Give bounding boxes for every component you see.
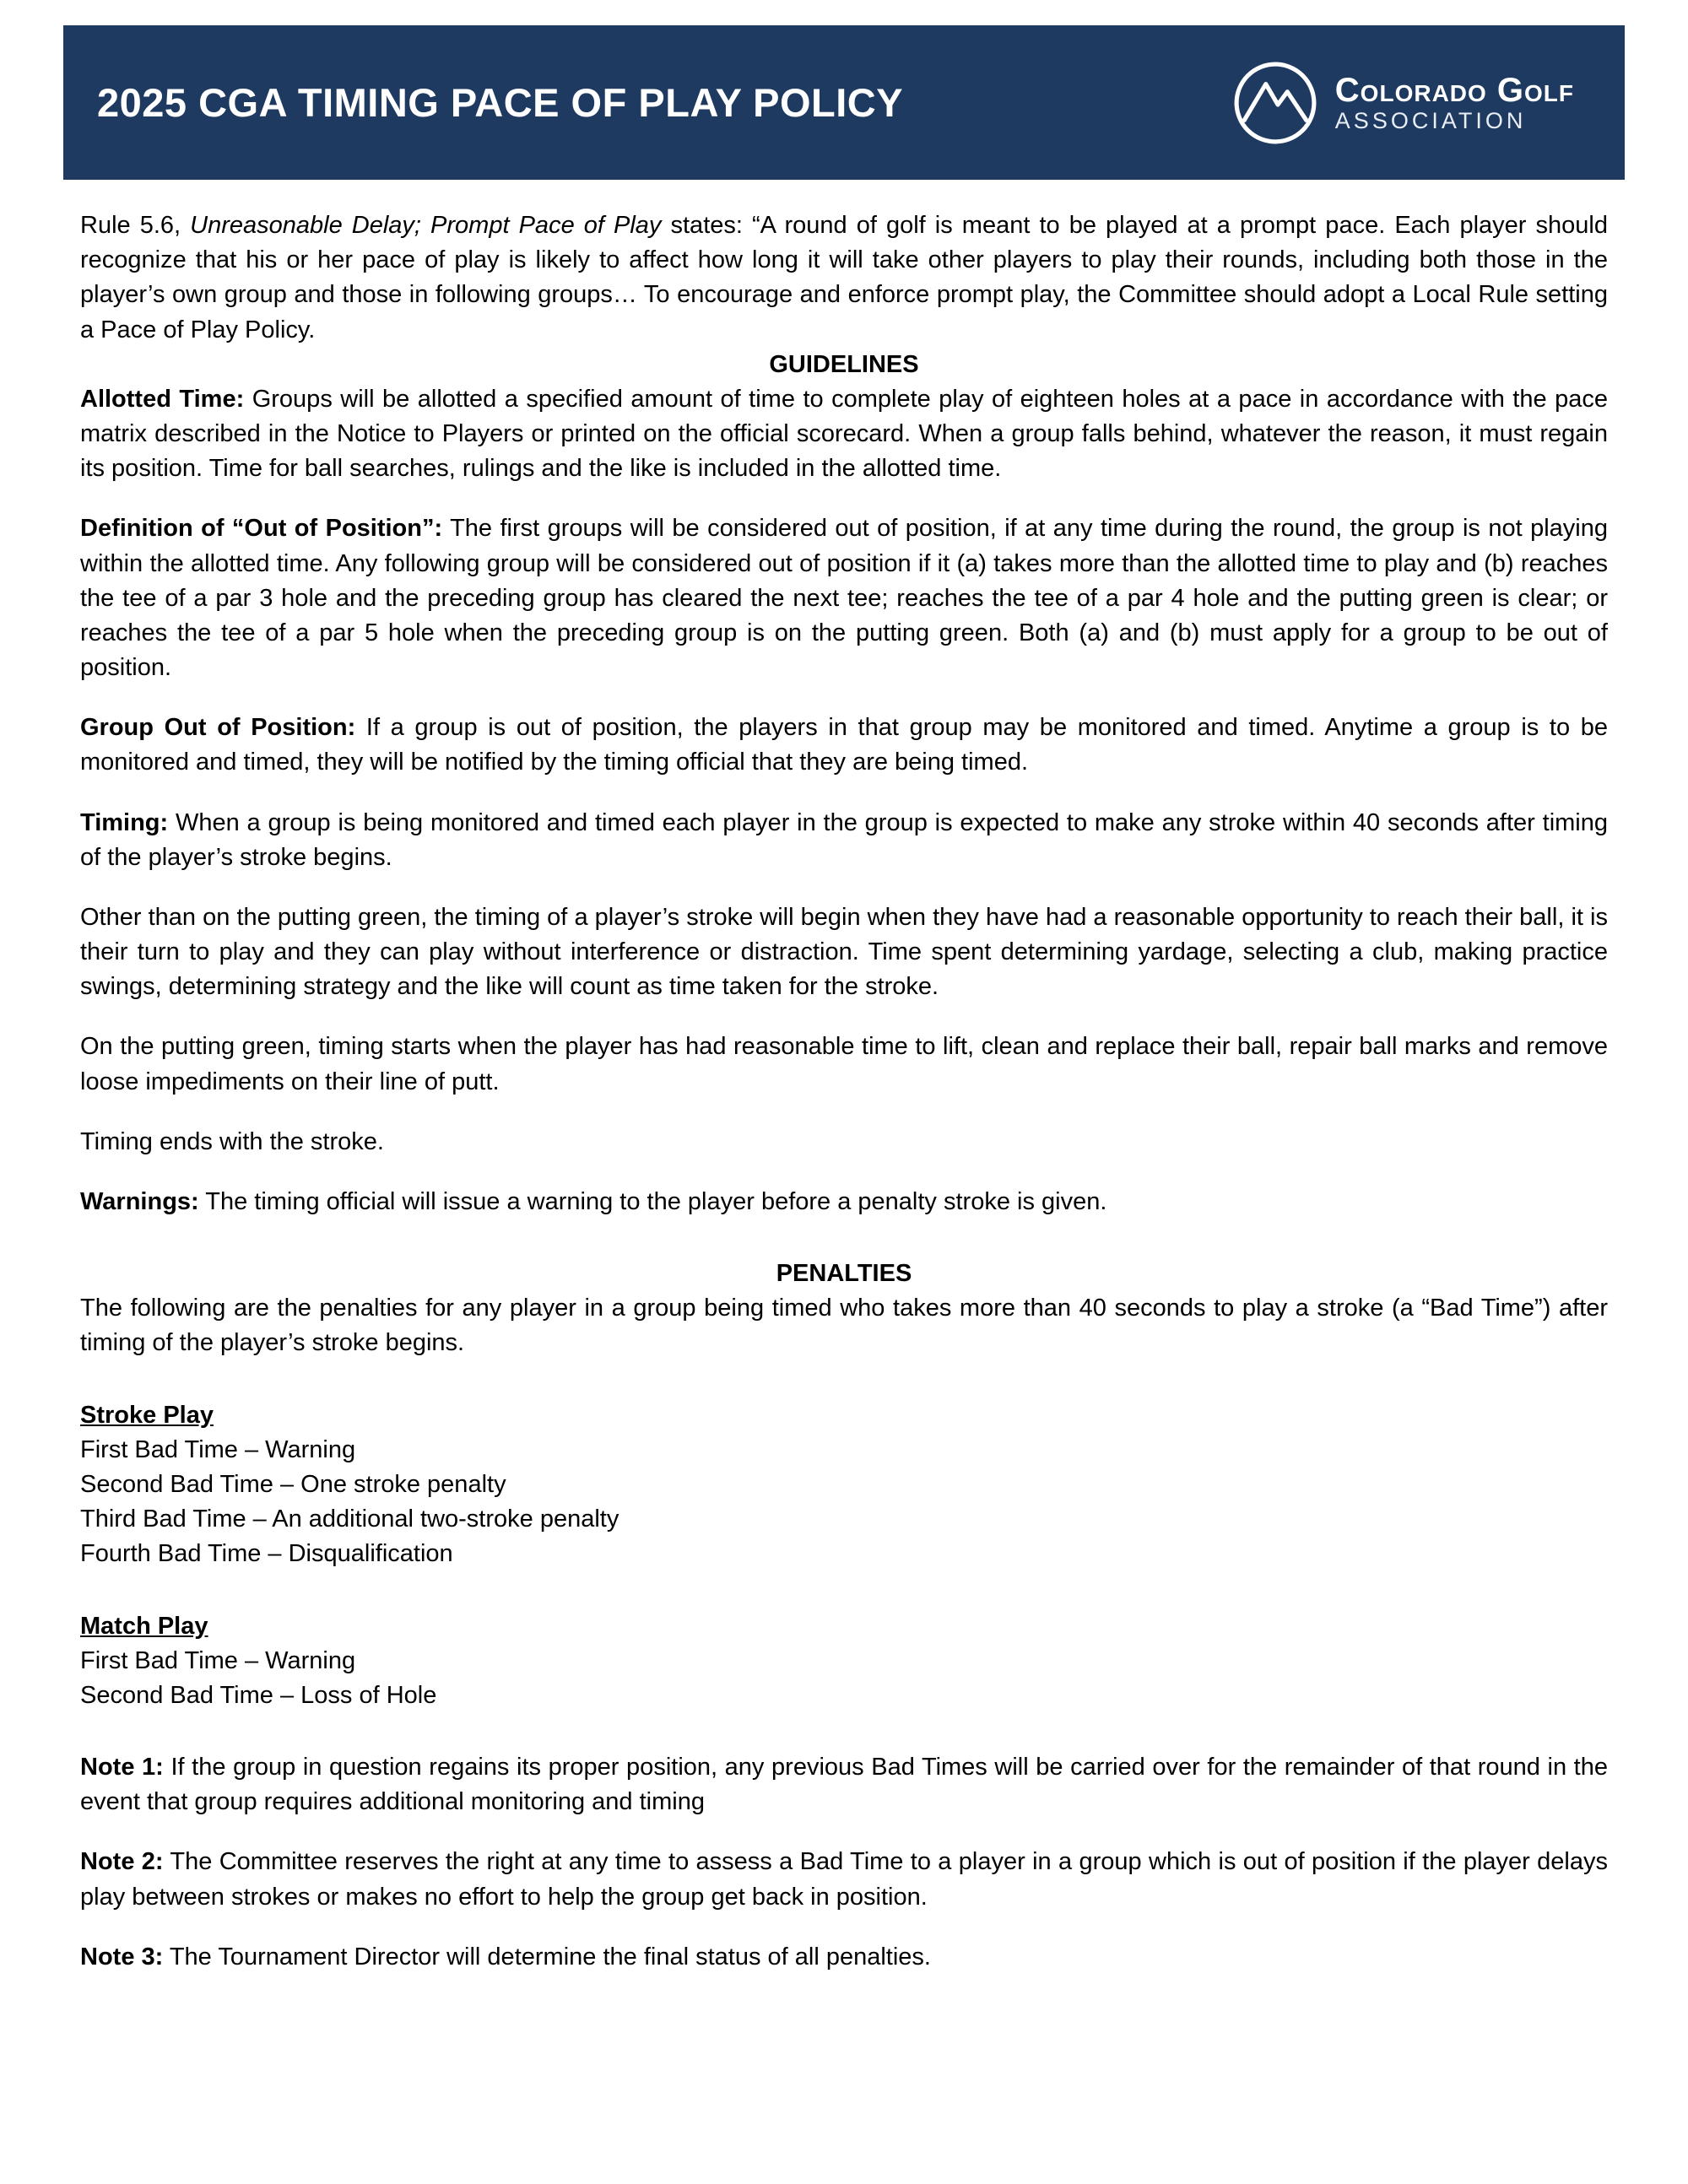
stroke-play-heading: Stroke Play: [80, 1401, 214, 1429]
group-out-of-position-paragraph: [80, 711, 1608, 780]
timing-ends-paragraph: [80, 1125, 1608, 1160]
note-lead: Note 2:: [80, 1848, 164, 1876]
logo-org-name: Colorado Golf: [1334, 71, 1574, 109]
stroke-play-item: Fourth Bad Time – Disqualification: [80, 1540, 453, 1568]
warnings-paragraph: [80, 1185, 1608, 1219]
note-lead: Note 3:: [80, 1943, 164, 1970]
logo-text: [1335, 72, 1574, 134]
stroke-play-item: First Bad Time – Warning: [80, 1435, 356, 1463]
timing-on-green-paragraph: [80, 1030, 1608, 1099]
intro-prefix: Rule 5.6,: [80, 212, 191, 239]
match-play-heading: Match Play: [80, 1612, 208, 1640]
intro-paragraph: [80, 208, 1608, 348]
note-2-paragraph: [80, 1845, 1608, 1914]
timing-paragraph: [80, 806, 1608, 875]
document-header: [63, 25, 1625, 180]
logo-org-subname: ASSOCIATION: [1334, 107, 1527, 133]
penalties-heading: PENALTIES: [776, 1260, 912, 1288]
paragraph-text: The first groups will be considered out of position, if at any time during the round, the group is not playing within the allotted time. Any following group will be considered out of position if it (a) takes more than the allotted time to play and (b) reaches the tee of a par 3 hole and the preceding group has cleared the next tee; reaches the tee of a par 4 hole and the putting green is clear; or reaches the tee of a par 5 hole when the preceding group is on the putting green. Both (a) and (b) must apply for a group to be out of position.: [80, 515, 1608, 682]
note-3-paragraph: [80, 1940, 1608, 1975]
stroke-play-item: Second Bad Time – One stroke penalty: [80, 1470, 506, 1498]
paragraph-text: On the putting green, timing starts when the player has had reasonable time to lift, clean and replace their ball, repair ball marks and remove loose impediments on their line of putt.: [80, 1033, 1608, 1095]
paragraph-lead: Group Out of Position:: [80, 714, 356, 742]
penalties-intro-paragraph: The following are the penalties for any player in a group being timed who takes more than 40 seconds to play a stroke (a “Bad Time”) after timing of the player’s stroke begins.: [80, 1295, 1608, 1357]
intro-rule-name: Unreasonable Delay; Prompt Pace of Play: [190, 212, 662, 239]
mountain-circle-icon: [1232, 60, 1318, 146]
note-1-paragraph: [80, 1750, 1608, 1819]
allotted-time-paragraph: [80, 382, 1608, 487]
match-play-item: First Bad Time – Warning: [80, 1646, 356, 1674]
match-play-item: Second Bad Time – Loss of Hole: [80, 1681, 437, 1709]
guidelines-heading: GUIDELINES: [769, 350, 919, 378]
paragraph-lead: Timing:: [80, 808, 169, 836]
cga-logo: [1232, 60, 1574, 146]
paragraph-text: The timing official will issue a warning to the player before a penalty stroke is given.: [198, 1187, 1107, 1215]
paragraph-text: Groups will be allotted a specified amount of time to complete play of eighteen holes at a pace in accordance with the pace matrix described in the Notice to Players or printed on the official scorecard. When a group falls behind, whatever the reason, it must regain its position. Time for ball searches, rulings and the like is included in the allotted time.: [80, 385, 1608, 483]
note-lead: Note 1:: [80, 1754, 164, 1781]
stroke-play-item: Third Bad Time – An additional two-stroke penalty: [80, 1506, 619, 1533]
note-text: The Tournament Director will determine the final status of all penalties.: [163, 1943, 931, 1970]
paragraph-lead: Definition of “Out of Position”:: [80, 515, 443, 543]
timing-off-green-paragraph: [80, 900, 1608, 1005]
intro-body: states: “A round of golf is meant to be played at a prompt pace. Each player should recognize that his or her pace of play is likely to affect how long it will take other players to play their rounds, including both those in the player’s own group and those in following groups… To encourage and enforce prompt play, the Committee should adopt a Local Rule setting a Pace of Play Policy.: [80, 212, 1608, 343]
out-of-position-definition-paragraph: [80, 511, 1608, 685]
paragraph-lead: Warnings:: [80, 1187, 199, 1215]
page-title: 2025 CGA TIMING PACE OF PLAY POLICY: [97, 80, 904, 125]
note-text: The Committee reserves the right at any time to assess a Bad Time to a player in a group which is out of position if the player delays play between strokes or makes no effort to help the group get back in position.: [80, 1848, 1608, 1911]
paragraph-lead: Allotted Time:: [80, 385, 245, 413]
note-text: If the group in question regains its proper position, any previous Bad Times will be carried over for the remainder of that round in the event that group requires additional monitoring and timing: [80, 1754, 1608, 1816]
paragraph-text: Other than on the putting green, the timing of a player’s stroke will begin when they have had a reasonable opportunity to reach their ball, it is their turn to play and they can play without interference or distraction. Time spent determining yardage, selecting a club, making practice swings, determining strategy and the like will count as time taken for the stroke.: [80, 903, 1608, 1001]
paragraph-text: When a group is being monitored and timed each player in the group is expected to make any stroke within 40 seconds after timing of the player’s stroke begins.: [80, 808, 1608, 871]
paragraph-text: Timing ends with the stroke.: [80, 1127, 384, 1155]
document-body: [63, 180, 1625, 1975]
paragraph-text: If a group is out of position, the players in that group may be monitored and timed. Anytime a group is to be monitored and timed, they will be notified by the timing official that they are being timed.: [80, 714, 1608, 776]
